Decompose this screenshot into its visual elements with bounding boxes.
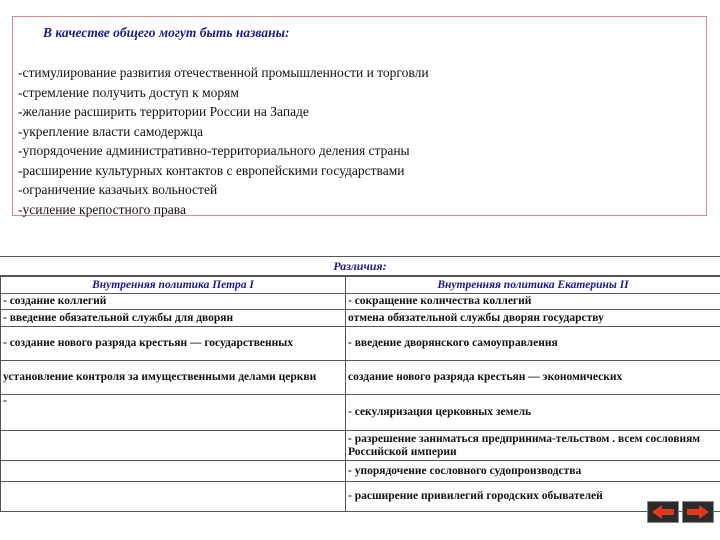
list-item: -желание расширить территории России на Западе <box>18 104 309 119</box>
table-cell: - введение дворянского самоуправления <box>346 327 720 361</box>
table-row <box>1 395 720 431</box>
common-features-box <box>12 16 707 216</box>
table-cell <box>1 461 346 482</box>
column-header-catherine: Внутренняя политика Екатерины II <box>346 277 720 294</box>
common-features-list <box>18 63 429 219</box>
table-cell: установление контроля за имущественными делами церкви <box>1 361 346 395</box>
list-item: -стремление получить доступ к морям <box>18 84 239 100</box>
table-cell: - секуляризация церковных земель <box>346 395 720 431</box>
table-row <box>1 482 720 512</box>
differences-heading: Различия: <box>0 256 720 276</box>
arrow-left-icon <box>648 502 678 522</box>
table-cell <box>1 431 346 461</box>
table-cell: создание нового разряда крестьян — экономических <box>346 361 720 395</box>
list-item: -расширение культурных контактов с европейскими государствами <box>18 162 405 178</box>
table-cell: - упорядочение сословного судопроизводства <box>346 461 720 482</box>
table-cell: - сокращение количества коллегий <box>346 294 720 310</box>
table-row <box>1 327 720 361</box>
next-slide-button[interactable] <box>682 501 714 523</box>
table-cell: - <box>1 395 346 431</box>
list-item: -ограничение казачьих вольностей <box>18 182 218 197</box>
table-cell: отмена обязательной службы дворян государству <box>346 310 720 327</box>
differences-table <box>0 276 720 512</box>
list-item: -стимулирование развития отечественной промышленности и торговли <box>18 65 429 80</box>
table-cell <box>1 482 346 512</box>
prev-slide-button[interactable] <box>647 501 679 523</box>
table-header-row <box>1 277 720 294</box>
table-row <box>1 361 720 395</box>
column-header-peter: Внутренняя политика Петра I <box>1 277 346 294</box>
table-cell: - расширение привилегий городских обывателей <box>346 482 720 512</box>
list-item: -упорядочение административно-территориального деления страны <box>18 143 410 158</box>
common-features-title: В качестве общего могут быть названы: <box>43 25 290 40</box>
table-row <box>1 294 720 310</box>
table-row <box>1 431 720 461</box>
table-row <box>1 461 720 482</box>
list-item: -усиление крепостного права <box>18 201 186 217</box>
table-cell: - создание коллегий <box>1 294 346 310</box>
table-cell: - введение обязательной службы для дворян <box>1 310 346 327</box>
table-row <box>1 310 720 327</box>
table-cell: - разрешение заниматься предпринима-тельством . всем сословиям Российской империи <box>346 431 720 461</box>
list-item: -укрепление власти самодержца <box>18 123 203 139</box>
table-cell: - создание нового разряда крестьян — государственных <box>1 327 346 361</box>
arrow-right-icon <box>683 502 713 522</box>
